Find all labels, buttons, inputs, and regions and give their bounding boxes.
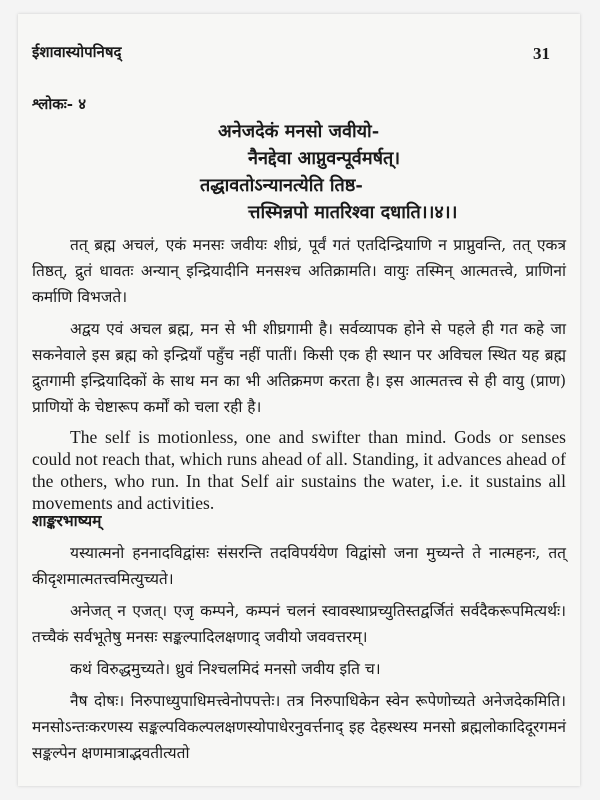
commentary-paragraph: नैष दोषः। निरुपाध्युपाधिमत्त्वेनोपपत्तेः। तत्र निरुपाधिकेन स्वेन रूपेणोच्यते अनेजदेकमिति। मनसोऽन्तःकरणस्य सङ्कल्पविकल्पलक्षणस्योपाधेरनुवर्त्तनाद् इह देहस्थस्य मनसो ब्रह्मलोकादिदूरगमनं सङ्कल्पेन क्षणमात्राद्भवतीत्यतो <box>32 692 566 762</box>
commentary-paragraph: अनेजत् न एजत्। एजृ कम्पने, कम्पनं चलनं स्वावस्थाप्रच्युतिस्तद्वर्जितं सर्वदैकरूपमित्यर्थः। तच्चैकं सर्वभूतेषु मनसः सङ्कल्पादिलक्षणाद् जवीयो जववत्तरम्। <box>32 602 566 646</box>
book-page <box>18 14 580 786</box>
verse-line: त्तस्मिन्नपो मातरिश्वा दधाति।।४।। <box>248 202 458 223</box>
main-text <box>32 232 566 520</box>
verse-line: नैनद्देवा आप्नुवन्पूर्वमर्षत्। <box>248 148 401 169</box>
commentary-paragraph: कथं विरुद्धमुच्यते। ध्रुवं निश्चलमिदं मनसो जवीय इति च। <box>70 660 381 678</box>
commentary <box>32 508 566 772</box>
verse-line: तद्धावतोऽन्यानत्येति तिष्ठ- <box>200 175 363 196</box>
commentary-heading: शाङ्करभाष्यम् <box>32 511 102 530</box>
running-header: ईशावास्योपनिषद् <box>32 43 122 61</box>
page-number: 31 <box>533 44 550 63</box>
sanskrit-paragraph: तत् ब्रह्म अचलं, एकं मनसः जवीयः शीघ्रं, पूर्वं गतं एतदिन्द्रियाणि न प्राप्नुवन्ति, तत् एकत्र तिष्ठत्, द्रुतं धावतः अन्यान् इन्द्रियादीनि मनसश्च अतिक्रामति। वायुः तस्मिन् आत्मतत्त्वे, प्राणिनां कर्माणि विभजते। <box>32 236 566 306</box>
hindi-paragraph: अद्वय एवं अचल ब्रह्म, मन से भी शीघ्रगामी है। सर्वव्यापक होने से पहले ही गत कहे जा सकनेवाले इस ब्रह्म को इन्द्रियाँ पहुँच नहीं पातीं। किसी एक ही स्थान पर अविचल स्थित यह ब्रह्म द्रुतगामी इन्द्रियादिकों के साथ मन का भी अतिक्रमण करता है। इस आत्मतत्त्व से ही वायु (प्राण) प्राणियों के चेष्टारूप कर्मों को चला रही है। <box>32 320 566 416</box>
verse <box>18 118 580 226</box>
commentary-paragraph: यस्यात्मनो हननादविद्वांसः संसरन्ति तदविपर्ययेण विद्वांसो जना मुच्यन्ते ते नात्महनः, तत् कीदृशमात्मतत्त्वमित्युच्यते। <box>32 544 566 588</box>
english-paragraph: The self is motionless, one and swifter than mind. Gods or senses could not reach that, which runs ahead of all. Standing, it advances ahead of the others, who run. In that Self air sustains the water, i.e. it sustains all movements and activities. <box>32 427 566 513</box>
shloka-label: श्लोकः- ४ <box>32 95 87 113</box>
verse-line: अनेजदेकं मनसो जवीयो- <box>218 121 380 142</box>
